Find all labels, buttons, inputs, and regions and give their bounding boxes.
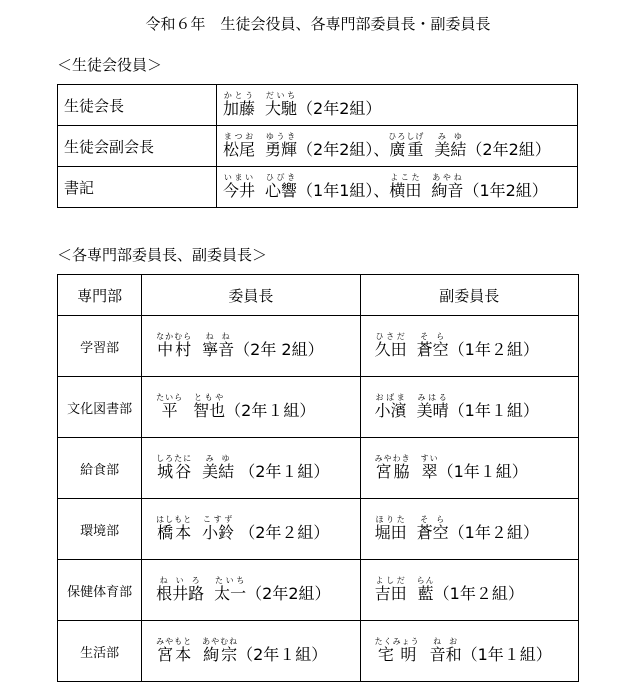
committees-header-row [58,275,579,316]
officer-names [217,167,578,208]
officer-row-president [58,85,578,126]
chair-cell [142,377,360,438]
class-info: （2年１組） [234,462,330,481]
given-name: 勇輝ゆうき [265,132,298,159]
family-name: 久田ひさだ [374,332,407,359]
role-label: 書記 [58,167,217,208]
given-name: 蒼空そら [416,515,449,542]
committee-row [58,377,579,438]
family-name: 宮本みやもと [156,637,193,664]
class-info: （1年２組） [448,340,539,359]
given-name: 美結みゆ [202,454,235,481]
vice-chair-cell [360,621,578,682]
committees-heading: ＜各専門部委員長、副委員長＞ [57,246,268,264]
given-name: 美晴みはる [416,393,449,420]
officers-heading: ＜生徒会役員＞ [57,56,163,74]
class-info: （1年１組） [448,401,539,420]
officer-names [217,85,578,126]
header-chair: 委員長 [142,275,360,316]
vice-chair-cell [360,316,578,377]
role-label: 生徒会副会長 [58,126,217,167]
department-name: 文化図書部 [58,377,142,438]
vice-chair-cell [360,499,578,560]
given-name: 藍らん [416,576,435,603]
chair-cell [142,316,360,377]
family-name: 城谷しろたに [156,454,193,481]
family-name: 根井路ねいろ [156,576,205,603]
chair-cell [142,499,360,560]
vice-chair-cell [360,438,578,499]
family-name: 加藤かとう [223,91,256,118]
family-name: 吉田よしだ [374,576,407,603]
chair-cell [142,438,360,499]
family-name: 小濱おばま [374,393,407,420]
given-name: 音和ねお [429,637,462,664]
committee-row [58,438,579,499]
class-info: （2年2組）、 [297,140,390,159]
department-name: 生活部 [58,621,142,682]
given-name: 太一たいち [214,576,247,603]
class-info: （1年1組）、 [297,181,390,200]
department-name: 学習部 [58,316,142,377]
family-name: 堀田ほりた [374,515,407,542]
class-info: （2年１組） [225,401,316,420]
officer-row-secretary [58,167,578,208]
committee-row [58,499,579,560]
given-name: 翠すい [420,454,439,481]
chair-cell [142,621,360,682]
officer-names [217,126,578,167]
class-info: （1年２組） [433,584,524,603]
class-info: （2年2組） [297,99,382,118]
family-name: 横田よこた [389,173,422,200]
given-name: 蒼空そら [416,332,449,359]
family-name: 今井いまい [223,173,256,200]
header-department: 専門部 [58,275,142,316]
given-name: 智也ともや [193,393,226,420]
given-name: 寧音ねね [202,332,235,359]
committee-row [58,316,579,377]
department-name: 保健体育部 [58,560,142,621]
role-label: 生徒会長 [58,85,217,126]
department-name: 給食部 [58,438,142,499]
given-name: 美結みゆ [434,132,467,159]
class-info: （1年１組） [437,462,528,481]
class-info: （1年2組） [463,181,548,200]
class-info: （2年 2組） [234,340,324,359]
family-name: 宮脇みやわき [374,454,411,481]
given-name: 絢宗あやむね [202,637,239,664]
class-info: （1年２組） [448,523,539,542]
header-vice-chair: 副委員長 [360,275,578,316]
officers-table [57,84,578,208]
class-info: （2年１組） [237,645,328,664]
family-name: 宅明たくみょう [374,637,420,664]
given-name: 小鈴こすず [202,515,235,542]
class-info: （1年１組） [461,645,552,664]
committees-table [57,274,579,682]
family-name: 橋本はしもと [156,515,193,542]
class-info: （2年２組） [234,523,330,542]
document-title: 令和６年 生徒会役員、各専門部委員長・副委員長 [145,15,491,33]
class-info: （2年2組） [246,584,331,603]
family-name: 平たいら [156,393,184,420]
class-info: （2年2組） [466,140,551,159]
chair-cell [142,560,360,621]
department-name: 環境部 [58,499,142,560]
family-name: 松尾まつお [223,132,256,159]
officer-row-vice-president [58,126,578,167]
given-name: 心響ひびき [265,173,298,200]
vice-chair-cell [360,377,578,438]
committee-row [58,560,579,621]
family-name: 廣重ひろしげ [388,132,425,159]
given-name: 絢音あやね [431,173,464,200]
vice-chair-cell [360,560,578,621]
committee-row [58,621,579,682]
family-name: 中村なかむら [156,332,193,359]
given-name: 大馳だいち [265,91,298,118]
